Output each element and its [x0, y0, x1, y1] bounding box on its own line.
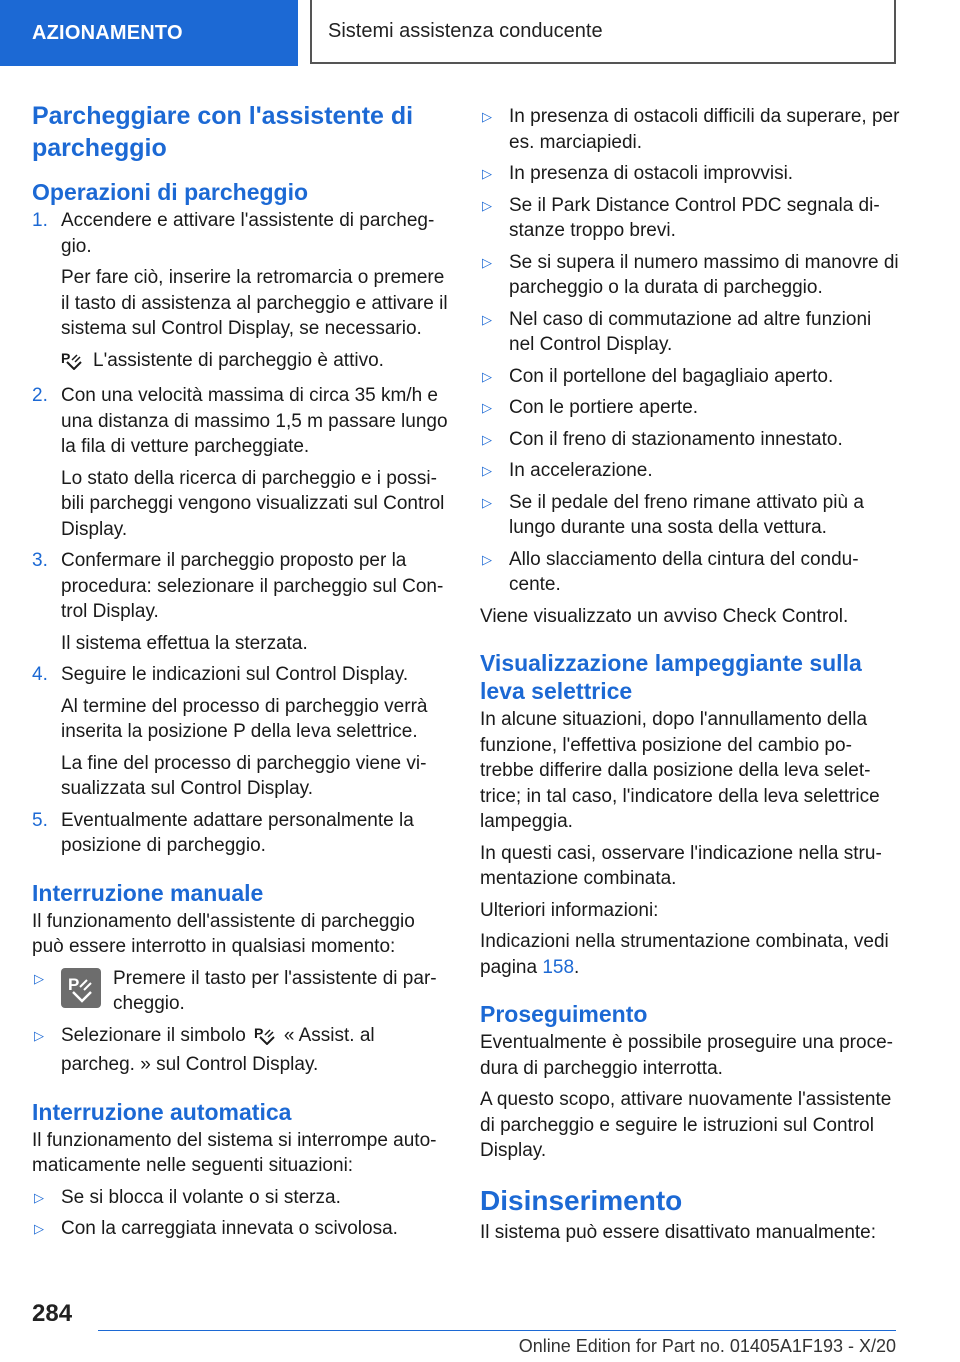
svg-text:P: P: [61, 349, 71, 366]
right-column: [480, 104, 900, 1251]
triangle-bullet-icon: ▷: [482, 368, 492, 384]
parking-assist-button-icon: [61, 968, 101, 1008]
triangle-bullet-icon: ▷: [482, 494, 492, 510]
triangle-bullet-icon: ▷: [482, 431, 492, 447]
edition-note: Online Edition for Part no. 01405A1F193 - X/20: [518, 1336, 896, 1356]
list-item-text: Nel caso di commutazione ad altre funzioni nel Control Display.: [509, 308, 872, 355]
footer-divider: [98, 1330, 896, 1331]
auto-interrupt-list-continued: [480, 104, 900, 598]
step-number: 3.: [32, 550, 48, 571]
paragraph: In questi casi, osservare l'indicazione nella stru-mentazione combinata.: [480, 842, 882, 889]
list-item: [480, 395, 900, 421]
list-item: [480, 307, 900, 358]
list-item: [480, 490, 900, 541]
step-number: 2.: [32, 385, 48, 406]
auto-intro: Il funzionamento del sistema si interrompe auto-maticamente nelle seguenti situazioni:: [32, 1129, 437, 1176]
svg-text:P: P: [253, 1024, 264, 1041]
heading-flashing-display: Visualizzazione lampeggiante sulla leva selettrice: [480, 650, 862, 704]
step-item: [32, 808, 448, 859]
step-text: Accendere e attivare l'assistente di parcheg-gio.: [61, 210, 435, 257]
list-item: [480, 250, 900, 301]
step-text: Confermare il parcheggio proposto per la procedura: selezionare il parcheggio sul Con-trol Display.: [61, 550, 444, 622]
paragraph: Eventualmente è possibile proseguire una proce-dura di parcheggio interrotta.: [480, 1032, 893, 1079]
reference-end: .: [574, 956, 580, 978]
heading-continuation: Proseguimento: [480, 1001, 648, 1027]
list-item-text: Se il Park Distance Control PDC segnala di-stanze troppo brevi.: [509, 194, 880, 241]
list-item-text: Con il portellone del bagagliaio aperto.: [509, 365, 834, 387]
step-item: [32, 208, 448, 259]
triangle-bullet-icon: ▷: [482, 311, 492, 327]
list-item: [480, 364, 900, 390]
paragraph: Il sistema può essere disattivato manualmente:: [480, 1221, 877, 1243]
list-item: [32, 1216, 448, 1242]
step-text: Con una velocità massima di circa 35 km/h e una distanza di massimo 1,5 m passare lungo la fila di vetture parcheggiate.: [61, 385, 448, 457]
step-text: Seguire le indicazioni sul Control Display.: [61, 664, 409, 685]
step-detail: Al termine del processo di parcheggio verrà inserita la posizione P della leva selettrice.: [61, 695, 428, 742]
list-item-text: Selezionare il simbolo: [61, 1024, 246, 1046]
list-item-text: Con la carreggiata innevata o scivolosa.: [61, 1218, 398, 1239]
step-detail: La fine del processo di parcheggio viene vi-sualizzata sul Control Display.: [61, 752, 427, 799]
section-tab: [0, 0, 298, 66]
parking-assistant-icon: [61, 350, 83, 378]
paragraph: In alcune situazioni, dopo l'annullamento della funzione, l'effettiva posizione del cambio po-trebbe differire dalla posizione della leva selet-trice; in tal caso, l'indicatore della leva selettrice lampeggia.: [480, 709, 880, 832]
step-number: 5.: [32, 809, 48, 831]
list-item-text: In accelerazione.: [509, 460, 653, 481]
triangle-bullet-icon: ▷: [34, 970, 44, 986]
triangle-bullet-icon: ▷: [482, 109, 492, 124]
step-detail: Lo stato della ricerca di parcheggio e i possi-bili parcheggi vengono visualizzati sul Control Display.: [61, 467, 445, 540]
heading-manual-interrupt: Interruzione manuale: [32, 879, 264, 906]
list-item-text: Allo slacciamento della cintura del condu-cente.: [509, 548, 859, 595]
step-number: 1.: [32, 210, 48, 231]
list-item: [480, 427, 900, 453]
heading-deactivation: Disinserimento: [480, 1184, 683, 1216]
list-item-text: Premere il tasto per l'assistente di par-cheggio.: [113, 967, 437, 1014]
left-column: [32, 100, 448, 1248]
list-item-text: Se si blocca il volante o si sterza.: [61, 1186, 341, 1208]
svg-text:P: P: [68, 974, 80, 994]
step-item: [32, 662, 448, 688]
step-text: Eventualmente adattare personalmente la posizione di parcheggio.: [61, 809, 414, 856]
list-item-text: Con il freno di stazionamento innestato.: [509, 428, 843, 450]
list-item: [480, 161, 900, 187]
cross-reference: [480, 929, 900, 980]
list-item-text: Se il pedale del freno rimane attivato più a lungo durante una sosta della vettura.: [509, 491, 864, 538]
page-title: Parcheggiare con l'assistente di parcheggio: [32, 102, 414, 162]
list-item: [480, 547, 900, 598]
step-item: [32, 383, 448, 460]
manual-intro: Il funzionamento dell'assistente di parcheggio può essere interrotto in qualsiasi momento:: [32, 910, 415, 957]
step-detail: Il sistema effettua la sterzata.: [61, 632, 308, 654]
triangle-bullet-icon: ▷: [482, 166, 492, 181]
step-detail-with-icon: [61, 348, 448, 378]
triangle-bullet-icon: ▷: [34, 1221, 44, 1236]
section-title: AZIONAMENTO: [32, 21, 183, 44]
chapter-tab: [310, 0, 896, 64]
list-item: [480, 104, 900, 155]
list-item-text: In presenza di ostacoli difficili da superare, per es. marciapiedi.: [509, 106, 900, 153]
heading-auto-interrupt: Interruzione automatica: [32, 1098, 292, 1125]
page-header: [0, 0, 960, 66]
list-item: [32, 966, 448, 1017]
heading-operations: Operazioni di parcheggio: [32, 179, 309, 205]
list-item: [480, 458, 900, 484]
reference-text: Indicazioni nella strumentazione combinata, vedi pagina: [480, 931, 889, 978]
paragraph: Ulteriori informazioni:: [480, 899, 659, 921]
list-item-text: In presenza di ostacoli improvvisi.: [509, 163, 794, 184]
step-detail-text: L'assistente di parcheggio è attivo.: [93, 349, 384, 371]
triangle-bullet-icon: ▷: [34, 1027, 44, 1043]
parking-assistant-icon: [254, 1025, 276, 1053]
triangle-bullet-icon: ▷: [34, 1189, 44, 1205]
page-link[interactable]: 158: [542, 956, 575, 978]
triangle-bullet-icon: ▷: [482, 463, 492, 478]
list-item-text: Con le portiere aperte.: [509, 397, 699, 418]
page-footer: [0, 1296, 960, 1362]
list-item-text: Se si supera il numero massimo di manovre di parcheggio o la durata di parcheggio.: [509, 251, 899, 298]
triangle-bullet-icon: ▷: [482, 254, 492, 270]
step-item: [32, 548, 448, 625]
chapter-title: Sistemi assistenza conducente: [328, 19, 603, 42]
step-number: 4.: [32, 664, 48, 685]
list-item: [480, 193, 900, 244]
check-control-note: Viene visualizzato un avviso Check Control.: [480, 605, 849, 627]
list-item: [32, 1023, 448, 1078]
list-item-text: « Assist. al parcheg. » sul Control Display.: [61, 1024, 375, 1075]
page-number: 284: [32, 1300, 73, 1327]
list-item: [32, 1185, 448, 1211]
step-detail: Per fare ciò, inserire la retromarcia o premere il tasto di assistenza al parcheggio e attivare il sistema sul Control Display, se necessario.: [61, 267, 448, 339]
triangle-bullet-icon: ▷: [482, 197, 492, 213]
paragraph: A questo scopo, attivare nuovamente l'assistente di parcheggio e seguire le istruzioni sul Control Display.: [480, 1089, 892, 1161]
triangle-bullet-icon: ▷: [482, 551, 492, 567]
triangle-bullet-icon: ▷: [482, 400, 492, 415]
